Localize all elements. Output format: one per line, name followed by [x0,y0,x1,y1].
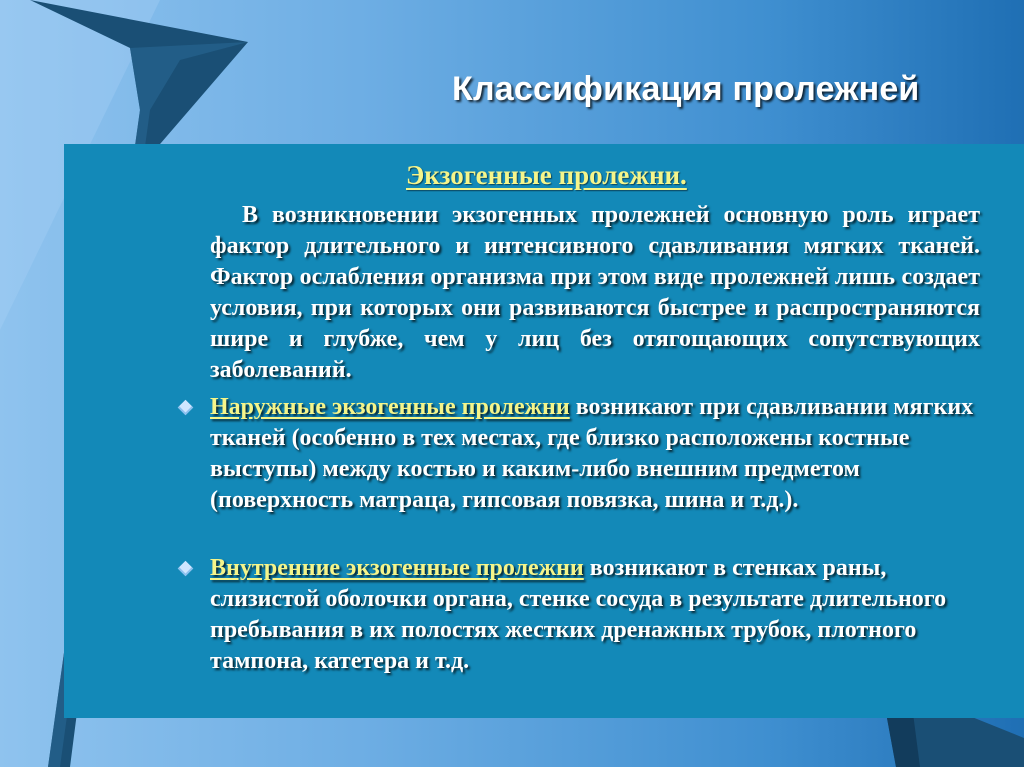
intro-paragraph: В возникновении экзогенных пролежней основную роль играет фактор длительного и интенсивного сдавливания мягких тканей. Фактор ослабления организма при этом виде пролежней лишь создает условия, при которых они развиваются быстрее и распространяются шире и глубже, чем у лиц без отягощающих сопутствующих заболеваний. [210,202,980,383]
bullet-item-internal [210,553,1000,677]
bullet-text: возникают в стенках раны, слизистой оболочки органа, стенке сосуда в результате длительного пребывания в их полостях жестких дренажных трубок, плотного тампона, катетера и т.д. [210,555,947,674]
bullet-text: возникают при сдавливании мягких тканей (особенно в тех местах, где близко расположены костные выступы) между костью и каким-либо внешним предметом (поверхность матраца, гипсовая повязка, шина и т.д.). [210,394,974,513]
section-subheading: Экзогенные пролежни. [406,160,687,190]
bullet-term: Внутренние экзогенные пролежни [210,555,584,581]
bullet-term: Наружные экзогенные пролежни [210,394,570,420]
slide-title: Классификация пролежней [452,70,920,108]
bullet-item-external [210,392,1000,516]
